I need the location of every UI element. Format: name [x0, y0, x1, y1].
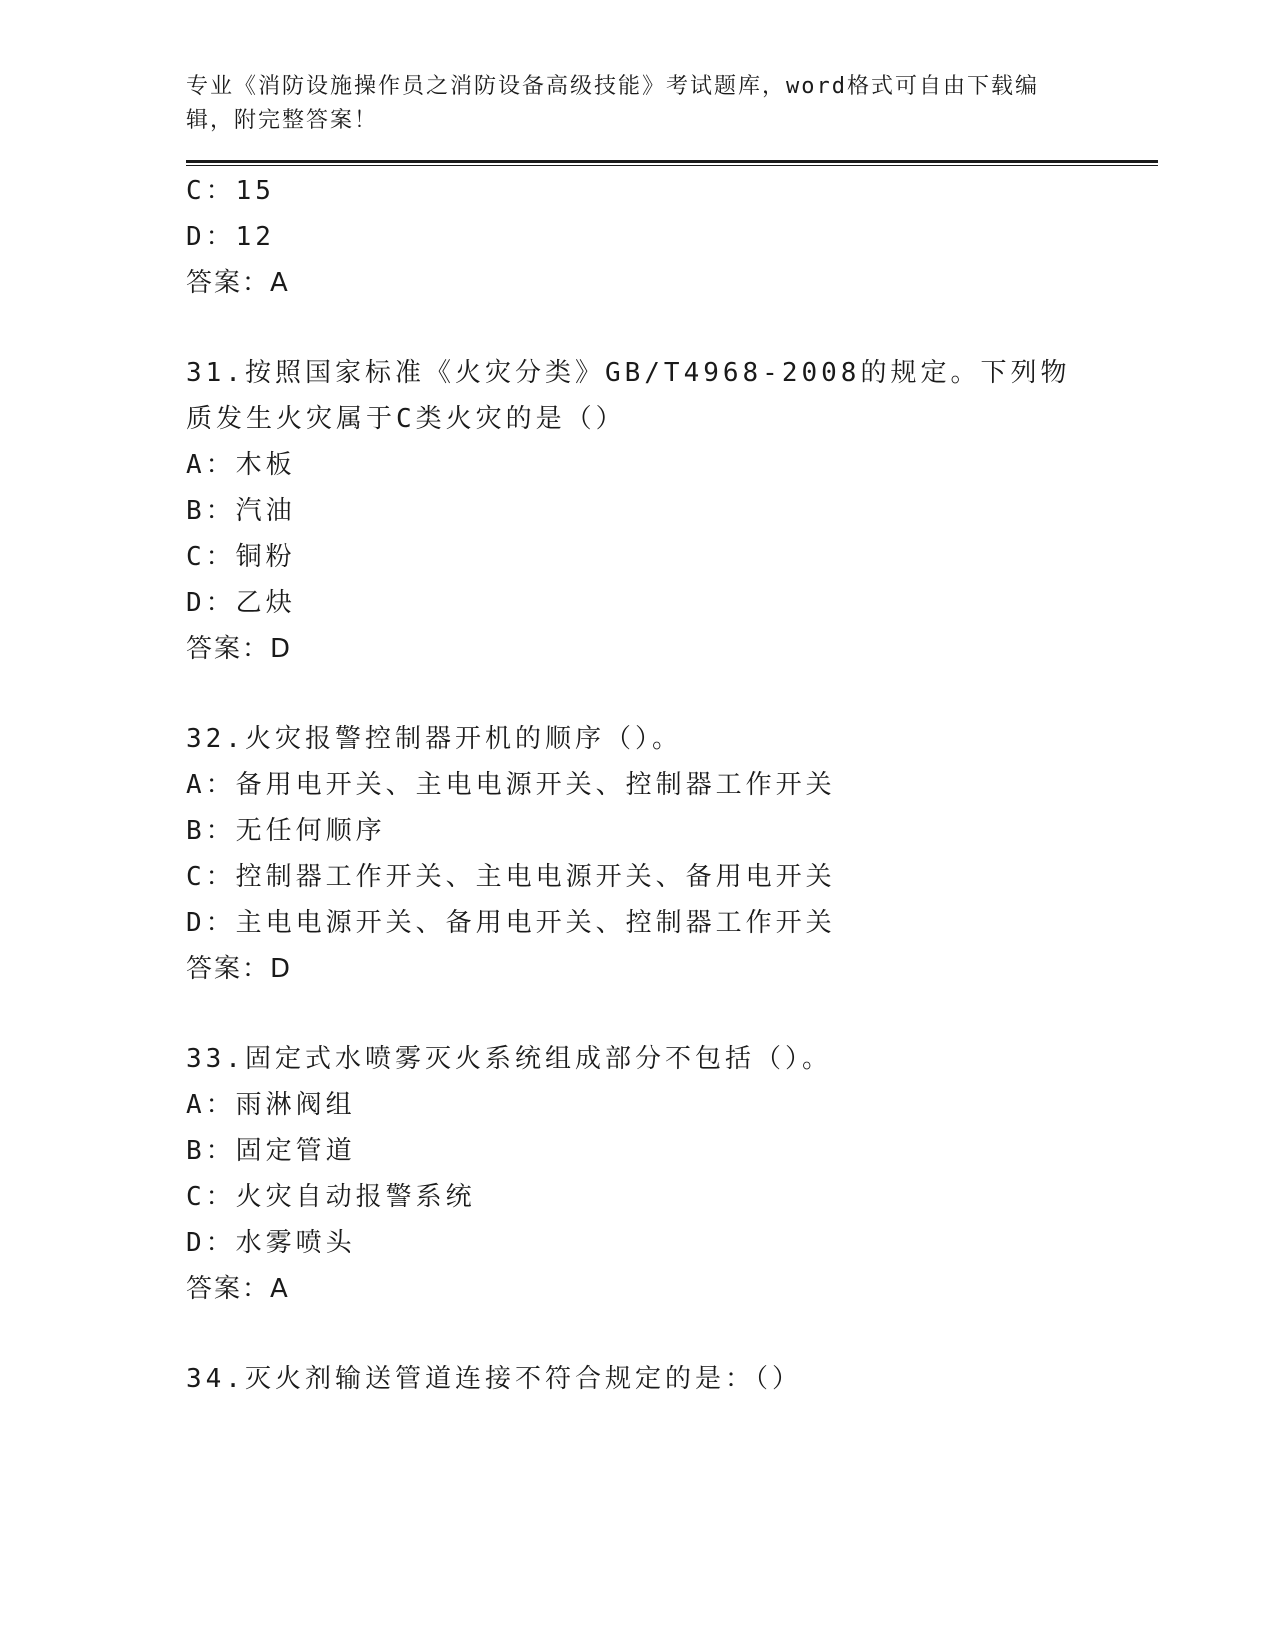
answer-value: D [270, 954, 293, 984]
option-letter: D： [186, 222, 236, 252]
option-c [186, 534, 1156, 580]
question-block [186, 350, 1156, 672]
option-text: 木板 [235, 450, 296, 480]
option-text: 雨淋阀组 [235, 1090, 356, 1120]
option-d [186, 900, 1156, 946]
header-divider [186, 160, 1158, 166]
answer-value: A [270, 268, 290, 298]
question-block [186, 168, 1156, 306]
question-block [186, 1356, 1156, 1402]
question-block [186, 716, 1156, 992]
option-letter: A： [186, 450, 236, 480]
option-text: 12 [235, 222, 275, 252]
question-block [186, 1036, 1156, 1312]
option-d [186, 580, 1156, 626]
option-b [186, 1128, 1156, 1174]
option-letter: C： [186, 862, 236, 892]
option-letter: D： [186, 1228, 236, 1258]
option-text: 火灾自动报警系统 [235, 1182, 476, 1212]
option-text: 乙炔 [235, 588, 296, 618]
option-c [186, 1174, 1156, 1220]
option-text: 无任何顺序 [235, 816, 386, 846]
option-letter: D： [186, 908, 236, 938]
answer-line [186, 626, 1156, 672]
option-d [186, 214, 1156, 260]
answer-label: 答案： [186, 1274, 271, 1304]
answer-value: D [270, 634, 293, 664]
question-text: 34.灭火剂输送管道连接不符合规定的是：（） [186, 1364, 802, 1394]
question-text: 33.固定式水喷雾灭火系统组成部分不包括（）。 [186, 1044, 832, 1074]
option-text: 铜粉 [235, 542, 296, 572]
answer-label: 答案： [186, 268, 271, 298]
answer-value: A [270, 1274, 290, 1304]
option-letter: C： [186, 542, 236, 572]
answer-line [186, 260, 1156, 306]
option-letter: A： [186, 770, 236, 800]
document-header: 专业《消防设施操作员之消防设备高级技能》考试题库，word格式可自由下载编辑，附完整答案！ [186, 74, 1039, 133]
question-text: 31.按照国家标准《火灾分类》GB/T4968-2008的规定。下列物质发生火灾属于C类火灾的是（） [186, 358, 1071, 434]
option-a [186, 762, 1156, 808]
question-text: 32.火灾报警控制器开机的顺序（）。 [186, 724, 682, 754]
option-letter: D： [186, 588, 236, 618]
option-letter: C： [186, 176, 236, 206]
option-a [186, 1082, 1156, 1128]
answer-label: 答案： [186, 954, 271, 984]
answer-line [186, 1266, 1156, 1312]
answer-label: 答案： [186, 634, 271, 664]
option-text: 水雾喷头 [235, 1228, 356, 1258]
option-text: 控制器工作开关、主电电源开关、备用电开关 [235, 862, 836, 892]
option-letter: B： [186, 816, 236, 846]
option-text: 主电电源开关、备用电开关、控制器工作开关 [235, 908, 836, 938]
option-letter: C： [186, 1182, 236, 1212]
option-text: 汽油 [235, 496, 296, 526]
option-b [186, 808, 1156, 854]
option-letter: A： [186, 1090, 236, 1120]
option-text: 备用电开关、主电电源开关、控制器工作开关 [235, 770, 836, 800]
option-a [186, 442, 1156, 488]
option-c [186, 168, 1156, 214]
option-text: 固定管道 [235, 1136, 356, 1166]
option-text: 15 [235, 176, 275, 206]
option-c [186, 854, 1156, 900]
option-letter: B： [186, 1136, 236, 1166]
option-d [186, 1220, 1156, 1266]
answer-line [186, 946, 1156, 992]
option-letter: B： [186, 496, 236, 526]
document-page [186, 70, 1156, 1402]
option-b [186, 488, 1156, 534]
